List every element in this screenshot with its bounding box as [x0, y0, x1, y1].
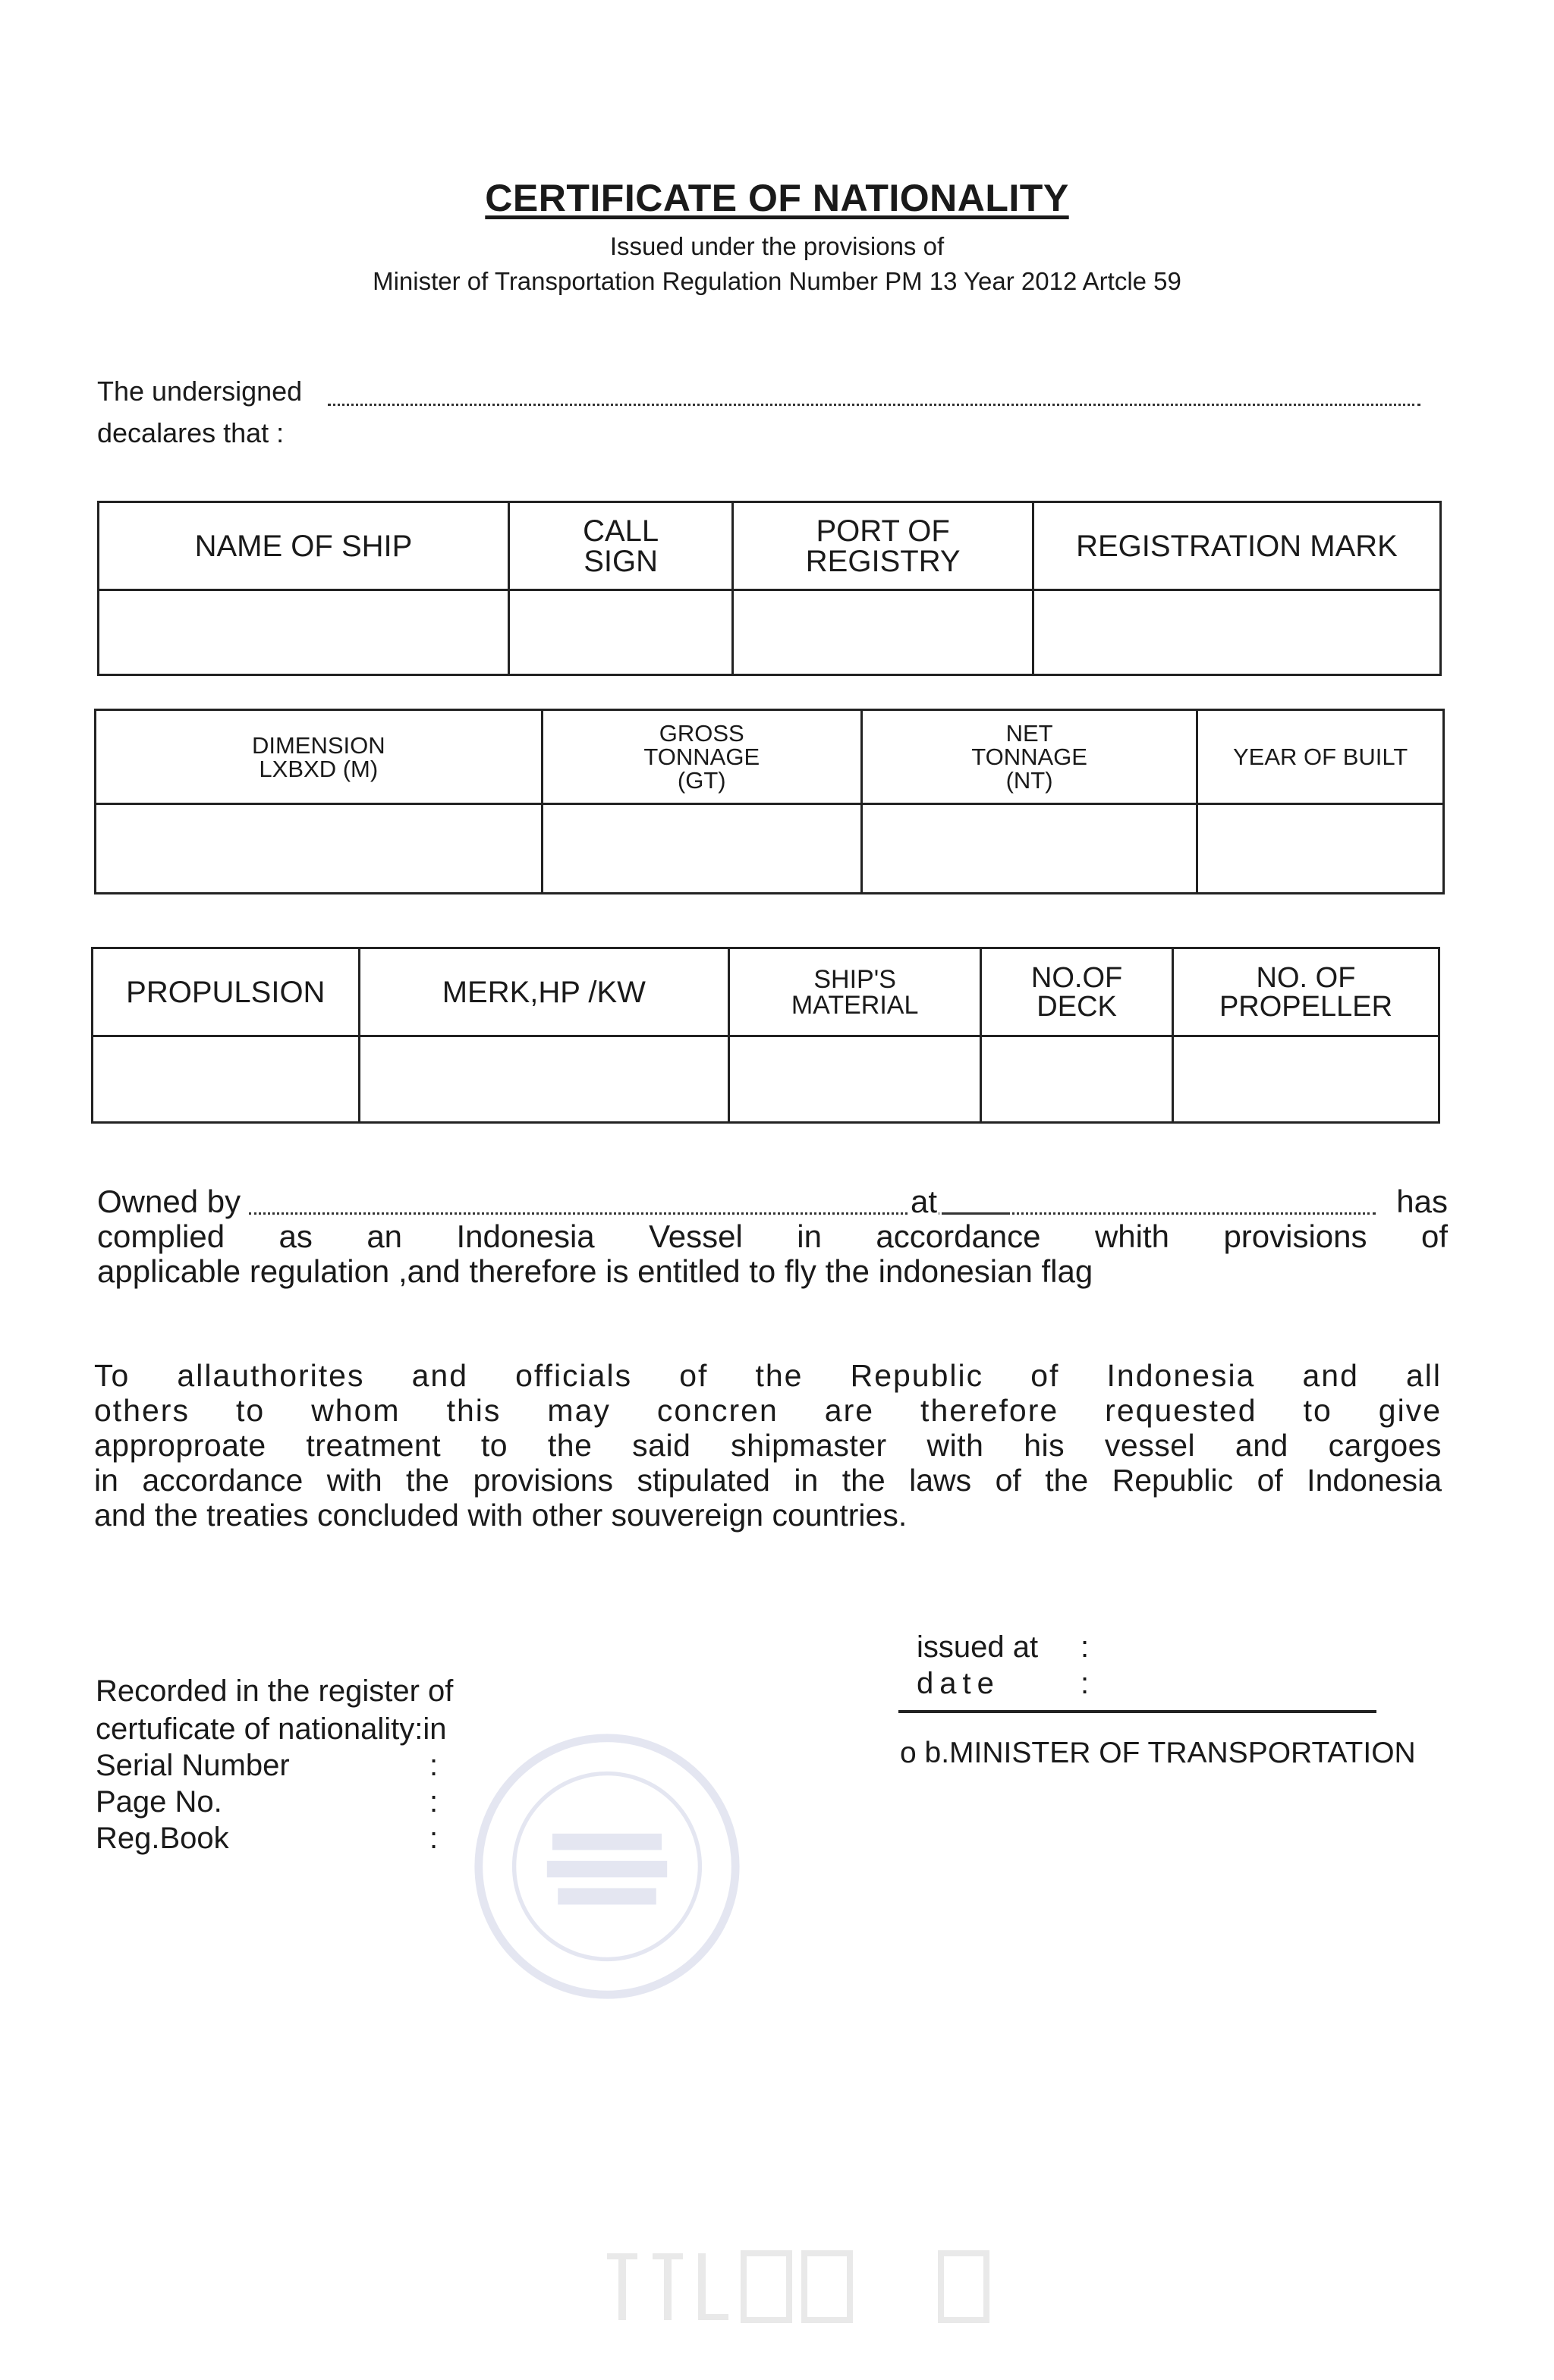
- ship-identity-table: [97, 501, 1442, 676]
- faint-footer-mark: [592, 2238, 1032, 2329]
- has-label: has: [1396, 1184, 1448, 1219]
- request-line-2: others to whom this may concren are therefore requested to give: [94, 1393, 1442, 1428]
- owner-field[interactable]: [249, 1212, 1008, 1215]
- date-colon: :: [1081, 1667, 1090, 1700]
- ownership-line-3: applicable regulation ,and therefore is entitled to fly the indonesian flag: [97, 1253, 1093, 1289]
- value-registration-mark[interactable]: [1033, 590, 1440, 675]
- signature-line: [898, 1710, 1376, 1713]
- request-paragraph: [94, 1358, 1442, 1533]
- header-dimension: DIMENSION LXBXD (M): [96, 710, 543, 804]
- reg-book-label: Reg.Book: [96, 1822, 229, 1855]
- value-name-of-ship[interactable]: [99, 590, 509, 675]
- signatory-label: o b.MINISTER OF TRANSPORTATION: [900, 1737, 1416, 1769]
- header-call-sign: CALL SIGN: [508, 502, 732, 590]
- reg-book-colon: :: [429, 1822, 439, 1855]
- declares-label: decalares that :: [97, 417, 285, 448]
- value-dimension[interactable]: [96, 804, 543, 894]
- issued-under-line: Issued under the provisions of: [609, 232, 945, 260]
- header-registration-mark: REGISTRATION MARK: [1033, 502, 1440, 590]
- header-net-tonnage: NET TONNAGE (NT): [861, 710, 1197, 804]
- header-no-of-propeller: NO. OF PROPELLER: [1172, 948, 1439, 1036]
- location-field[interactable]: [943, 1212, 1376, 1215]
- page-no-colon: :: [429, 1785, 439, 1819]
- owned-by-label: Owned by: [97, 1184, 241, 1219]
- request-line-1: To allauthorites and officials of the Republic of Indonesia and all: [94, 1358, 1442, 1393]
- undersigned-field[interactable]: [328, 404, 1420, 406]
- value-year-of-built[interactable]: [1197, 804, 1444, 894]
- request-line-3: approproate treatment to the said shipmaster with his vessel and cargoes: [94, 1428, 1442, 1463]
- value-call-sign[interactable]: [508, 590, 732, 675]
- value-ships-material[interactable]: [729, 1036, 981, 1123]
- propulsion-table: [91, 947, 1440, 1124]
- recorded-line-2: certuficate of nationality:in: [96, 1712, 447, 1746]
- header-gross-tonnage: GROSS TONNAGE (GT): [542, 710, 861, 804]
- request-line-5: and the treaties concluded with other souvereign countries.: [94, 1498, 908, 1533]
- value-merk-hp-kw[interactable]: [359, 1036, 728, 1123]
- recorded-line-1: Recorded in the register of: [96, 1674, 454, 1708]
- header-port-of-registry: PORT OF REGISTRY: [733, 502, 1033, 590]
- official-seal-stamp: [470, 1730, 744, 2003]
- header-propulsion: PROPULSION: [93, 948, 360, 1036]
- owned-by-line: [97, 1184, 1448, 1219]
- issued-at-label: issued at: [917, 1630, 1039, 1664]
- serial-number-label: Serial Number: [96, 1749, 290, 1782]
- request-line-4: in accordance with the provisions stipulated in the laws of the Republic of Indonesia: [94, 1463, 1442, 1498]
- header-no-of-deck: NO.OF DECK: [981, 948, 1173, 1036]
- ownership-line-2: complied as an Indonesia Vessel in accordance whith provisions of: [97, 1218, 1448, 1254]
- value-no-of-deck[interactable]: [981, 1036, 1173, 1123]
- certificate-title: CERTIFICATE OF NATIONALITY: [485, 177, 1069, 219]
- at-label: at: [911, 1184, 938, 1219]
- header-ships-material: SHIP'S MATERIAL: [729, 948, 981, 1036]
- ship-dimensions-table: [94, 709, 1445, 894]
- value-port-of-registry[interactable]: [733, 590, 1033, 675]
- undersigned-label: The undersigned: [97, 376, 303, 407]
- value-no-of-propeller[interactable]: [1172, 1036, 1439, 1123]
- header-merk-hp-kw: MERK,HP /KW: [359, 948, 728, 1036]
- value-gross-tonnage[interactable]: [542, 804, 861, 894]
- date-label: date: [917, 1667, 1000, 1700]
- issued-at-colon: :: [1081, 1630, 1090, 1664]
- page-no-label: Page No.: [96, 1785, 222, 1819]
- regulation-line: Minister of Transportation Regulation Number PM 13 Year 2012 Artcle 59: [373, 267, 1181, 295]
- value-net-tonnage[interactable]: [861, 804, 1197, 894]
- header-year-of-built: YEAR OF BUILT: [1197, 710, 1444, 804]
- value-propulsion[interactable]: [93, 1036, 360, 1123]
- serial-number-colon: :: [429, 1749, 439, 1782]
- header-name-of-ship: NAME OF SHIP: [99, 502, 509, 590]
